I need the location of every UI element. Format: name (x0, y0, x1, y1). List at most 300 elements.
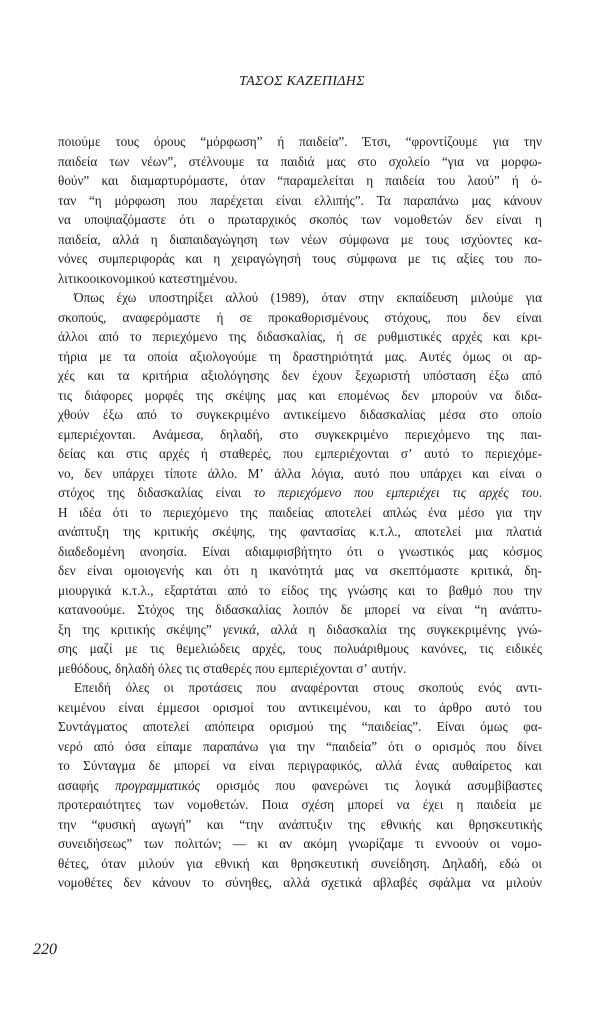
word: υποστηρίξει (148, 290, 213, 305)
word: , (256, 621, 260, 637)
word: αξιολόγησης (200, 368, 269, 383)
word: νομο- (511, 836, 542, 851)
word: το (170, 407, 183, 422)
word: εμπεριέχονται. (58, 426, 136, 442)
word: της (195, 387, 214, 403)
word: ότι (346, 543, 363, 559)
text-line (58, 191, 542, 211)
word: που (446, 309, 467, 325)
word: τις (185, 660, 200, 676)
body-text (58, 132, 542, 893)
word: και (97, 446, 115, 461)
word: μας (326, 153, 346, 169)
word: να (476, 153, 489, 169)
word: νέων”, (141, 153, 177, 169)
word: περιεχόμε- (484, 446, 542, 461)
word: λογικά (415, 777, 451, 793)
word: Είναι (202, 543, 231, 559)
word: ξη (58, 621, 71, 637)
word: μιλούμε (470, 290, 514, 305)
word: σχολείο (388, 153, 430, 169)
word: αλλά (112, 231, 140, 247)
word: σης (58, 641, 78, 656)
word: της (486, 426, 504, 442)
word: οποία (147, 348, 178, 364)
word: υπάρχει (112, 465, 154, 481)
word: δεν (58, 563, 76, 578)
word: και (206, 816, 224, 832)
word: μόρφωση (114, 192, 165, 208)
word: παραπάνω (203, 738, 259, 754)
text-line (58, 132, 542, 152)
word: αντι- (515, 680, 542, 695)
word: της (319, 582, 337, 598)
word: εδώ (499, 855, 520, 871)
page-number: 220 (33, 941, 57, 958)
word: “φροντίζουμε (405, 134, 478, 149)
word: αρχές, (252, 641, 286, 656)
word: διαδεδομένη (58, 543, 125, 559)
word: μεθόδους, (58, 660, 112, 676)
word: για (525, 290, 542, 305)
word: πλατιά (506, 524, 542, 539)
word: οι (502, 348, 513, 364)
word: κάνουν (152, 875, 191, 890)
word: πολυάριθμους (333, 641, 409, 656)
word: Στόχος (137, 602, 174, 617)
word: ελλιπής”. (314, 192, 364, 208)
word: τήρια (58, 348, 88, 364)
word: νομοθετών (394, 212, 453, 227)
word: νέων (301, 231, 328, 247)
word: στόχους, (384, 309, 431, 325)
word: όταν (321, 290, 347, 305)
word: γνωρίζαμε (348, 836, 404, 851)
word: των (153, 797, 174, 812)
running-header: ΤΑΣΟΣ ΚΑΖΕΠΙΔΗΣ (239, 74, 365, 89)
word: από (98, 329, 119, 344)
word: παιδεία”. (299, 134, 348, 149)
text-line (58, 308, 542, 328)
word: ισχύοντες (460, 231, 513, 247)
word: παιδεία (385, 173, 425, 188)
word: κατανοούμε. (58, 602, 126, 617)
word: κειμένου (58, 699, 106, 715)
word: ανάπτυ- (499, 602, 542, 617)
word: Όπως (74, 290, 105, 305)
word: άλλοι (58, 329, 88, 344)
word: “παραμελείται (277, 173, 355, 188)
word: διδασκαλίας (137, 485, 203, 500)
word: εθνικής (380, 816, 421, 832)
text-line (58, 386, 542, 406)
word: ότι (179, 212, 195, 227)
word: γνώ- (516, 621, 542, 637)
word: τα (123, 348, 136, 364)
word (521, 483, 542, 503)
word: ασαφής (58, 777, 99, 793)
word: το (414, 699, 426, 715)
word: είπαμε (156, 738, 192, 754)
word: να (481, 875, 495, 890)
word: που (255, 660, 275, 676)
word: ρυθμιστικές (377, 329, 442, 344)
text-line (58, 230, 542, 250)
word: τα (117, 368, 130, 383)
word: των (109, 153, 130, 169)
text-line (58, 678, 542, 698)
word: ότι (223, 563, 240, 578)
word: σταθερές (202, 660, 252, 676)
word: και (195, 563, 213, 578)
word: αξιολογούμε (189, 348, 257, 364)
word: η (308, 621, 316, 637)
text-line (58, 873, 542, 893)
text-line (58, 503, 542, 523)
word: δεν (281, 368, 300, 383)
word: θρησκευτικής (468, 816, 542, 832)
text-line (58, 347, 542, 367)
text-line (58, 561, 542, 581)
word: Έτσι, (362, 134, 391, 149)
word: την (523, 134, 542, 149)
word: πρωταρχικός (227, 212, 297, 227)
word: που (256, 680, 277, 695)
word: την (523, 582, 542, 598)
word: αντικείμενο (283, 407, 347, 422)
word: αγωγή” (151, 816, 192, 832)
word: από (227, 582, 248, 598)
text-line (58, 600, 542, 620)
word: αξίες (456, 251, 484, 266)
word: “μόρφωση” (200, 134, 263, 149)
word: απλώς (382, 504, 417, 520)
word: ότι (388, 738, 404, 754)
word: συγκεκριμένο (196, 407, 270, 422)
word: και (87, 368, 105, 383)
word: σκοπός (309, 212, 348, 227)
word: πο- (524, 251, 542, 266)
word: αλλού (225, 290, 259, 305)
word: ασυμβίβαστες (467, 777, 542, 793)
word: είναι (118, 699, 145, 715)
text-line (58, 288, 542, 308)
word: που (283, 446, 303, 461)
word: μας (334, 563, 354, 578)
word: η (213, 251, 221, 266)
word: τις (149, 641, 164, 656)
word: μιλούν (505, 875, 542, 890)
text-line (58, 581, 542, 601)
word: στην (358, 290, 385, 305)
word: το (58, 758, 70, 773)
word: που (486, 738, 506, 754)
word: Η (58, 504, 68, 520)
word: σκοπούς, (58, 309, 107, 325)
word: διδασκαλίας (215, 602, 281, 617)
word: είναι (496, 212, 522, 227)
word: παιδιά (280, 153, 315, 169)
word: η (366, 173, 374, 188)
word: η (250, 563, 258, 578)
word: λοιπόν (292, 602, 329, 617)
text-line (58, 815, 542, 835)
word: επομένως (337, 387, 390, 403)
word: εμπεριέχει (386, 485, 440, 500)
word: του (521, 485, 539, 500)
word: που (389, 465, 410, 481)
word: της (185, 602, 204, 617)
word: σύμφωνα (346, 251, 397, 266)
word: από (93, 738, 114, 754)
word: μας (277, 387, 297, 403)
word: που (493, 582, 513, 598)
word: αλλά (375, 758, 402, 773)
word: κατεστημένου. (158, 270, 238, 286)
word: Μ’ (247, 465, 264, 481)
word: αρ- (523, 348, 542, 364)
word: μπορεί (173, 758, 210, 773)
word: είναι (87, 563, 113, 578)
word: όμως (480, 719, 508, 734)
word: αρχές (478, 485, 509, 500)
word: ό- (531, 173, 542, 188)
word: των (360, 212, 381, 227)
text-line (58, 542, 542, 562)
word: συγκεκριμένης (426, 621, 506, 637)
word: σε (239, 309, 253, 325)
word: της (107, 485, 125, 500)
text-line (58, 444, 542, 464)
word: άλλα (274, 465, 301, 481)
word: σταθερές, (219, 446, 272, 461)
word: τι (415, 836, 424, 851)
word: αυτό (424, 446, 450, 461)
text-line (58, 834, 542, 854)
word: κριτικής (110, 621, 155, 637)
word: διδασκαλία (326, 621, 387, 637)
word: είδος (281, 582, 309, 598)
word: ορισμός (216, 777, 260, 793)
word: — (232, 836, 247, 851)
word: προτεραιότητες (58, 797, 141, 812)
word: δεν (482, 309, 501, 325)
word: άλλο. (207, 465, 238, 481)
word: της (347, 816, 366, 832)
word: το (139, 504, 152, 520)
word: κ.τ.λ., (369, 524, 401, 539)
word: συνειδήσεως” (58, 836, 133, 851)
word: διδα- (514, 387, 542, 403)
word: όταν (240, 173, 266, 188)
word: ομοιογενής (124, 563, 184, 578)
text-line (58, 366, 542, 386)
word: ικανότητά (268, 563, 323, 578)
text-line (58, 756, 542, 776)
word: θεμελιώδεις (176, 641, 240, 656)
word: μας (468, 543, 488, 559)
word: το (461, 446, 474, 461)
word: υπόσταση (422, 368, 477, 383)
word: νομοθετών. (187, 797, 249, 812)
word: την (523, 504, 542, 520)
text-line (58, 483, 542, 503)
word: και (436, 816, 454, 832)
word: των (269, 231, 290, 247)
word: των (143, 836, 164, 851)
word: έξω (102, 407, 124, 422)
word: έξω (488, 368, 509, 383)
word: προτάσεις (188, 680, 242, 695)
word: ή (277, 134, 285, 149)
word: από (521, 368, 542, 383)
word: μιουργικά (58, 582, 112, 598)
word: του (494, 251, 514, 266)
word: είναι (437, 602, 463, 617)
text-line (58, 620, 542, 640)
word: αυτό (354, 465, 380, 481)
word: αποτελεί (324, 504, 372, 520)
word: αναφερόμαστε (122, 309, 201, 325)
word: και (261, 855, 279, 871)
word: τις (58, 387, 73, 403)
word: ένα (428, 504, 447, 520)
word: να (365, 563, 378, 578)
word: τους (115, 134, 140, 149)
word (223, 620, 259, 640)
word: διδασκαλίας (359, 407, 426, 422)
word: θούν” (58, 173, 90, 188)
word: εμπεριέχονται (278, 660, 353, 676)
word: δείας (58, 446, 86, 461)
word: αβλαβές (372, 875, 418, 890)
word: της (398, 621, 416, 637)
word: προκαθορισμένους (268, 309, 369, 325)
word: με (124, 641, 138, 656)
word: διαπαιδαγώγηση (169, 231, 258, 247)
word: με (407, 251, 421, 266)
word: του (266, 699, 286, 715)
word: κ.τ.λ., (121, 582, 154, 598)
word: νερό (58, 738, 83, 754)
word: δεν (401, 387, 420, 403)
word: ο (414, 738, 422, 754)
word: ότι (112, 504, 129, 520)
word: περιγραφικός, (287, 758, 363, 773)
word: λιτικοοικονομικού (58, 270, 156, 286)
word: ο (535, 465, 542, 481)
word: γνώσης (347, 582, 388, 598)
word: Είναι (436, 719, 465, 734)
word: δε (148, 758, 161, 773)
word: ταν (58, 192, 77, 208)
word: δεν (465, 212, 484, 227)
word: αυτήν. (371, 660, 407, 676)
text-line (58, 464, 542, 484)
word: μέσα (438, 407, 466, 422)
word: κριτικά, (470, 563, 513, 578)
word: οι (489, 836, 500, 851)
text-line (58, 776, 542, 796)
word: τους (312, 251, 336, 266)
word: ακόμη (303, 836, 338, 851)
word: εννοούν (435, 836, 479, 851)
word: αυτό (485, 699, 511, 715)
word: . (538, 485, 542, 500)
word: φαντασίας (300, 524, 356, 539)
word: σε (354, 329, 367, 344)
word: την (296, 738, 315, 754)
word: όμως (462, 348, 491, 364)
word: μιλούν (138, 855, 175, 871)
word: του (523, 699, 542, 715)
word: λαού” (467, 173, 500, 188)
word: δε (340, 602, 353, 617)
word: ένας (415, 758, 439, 773)
word: σφάλμα (428, 875, 471, 890)
word: δίνει (517, 738, 542, 754)
word: μπορεί (364, 602, 401, 617)
word: στο (279, 426, 299, 442)
word: ανάπτυξιν (278, 816, 333, 832)
word: για (492, 134, 509, 149)
word: αντικειμένου, (298, 699, 371, 715)
word: ο (377, 543, 384, 559)
word: βαθμό (448, 582, 483, 598)
word: είναι (215, 485, 242, 500)
word: ορισμού (269, 719, 314, 734)
word: σύμφωνα (339, 231, 389, 247)
word: Τα (376, 192, 391, 208)
word: της (228, 329, 246, 344)
word: περιεχόμενο (404, 426, 471, 442)
word: για (186, 855, 203, 871)
word: σχετικά (320, 875, 362, 890)
word: αρχές (451, 329, 483, 344)
word: παιδείας (268, 504, 314, 520)
word: δηλαδή (114, 660, 155, 676)
word: αρχές (158, 446, 190, 461)
word: “φυσική (91, 816, 136, 832)
word: εκπαίδευση (396, 290, 459, 305)
word: όταν (101, 855, 127, 871)
word: της (328, 719, 347, 734)
word: δεν (123, 875, 142, 890)
word: συνείδηση. (370, 855, 430, 871)
text-line (58, 405, 542, 425)
word: αν (279, 836, 292, 851)
word: το (201, 875, 214, 890)
word: μπορεί (347, 797, 384, 812)
word: όσα (125, 738, 146, 754)
word: αναφέρονται (290, 680, 359, 695)
word: ανοησία. (139, 543, 187, 559)
word: παιδεία, (58, 231, 101, 247)
word: παρέχεται (210, 192, 264, 208)
word: δεν (84, 465, 102, 481)
word: Συντάγματος (58, 719, 128, 734)
word: είναι (275, 192, 302, 208)
word: σχέση (301, 797, 335, 812)
word: είναι (499, 465, 525, 481)
word: γενικά (222, 621, 257, 637)
word: στο (479, 407, 499, 422)
word: το (425, 582, 438, 598)
word: ιδέα (79, 504, 102, 520)
text-line (58, 210, 542, 230)
word: με (529, 797, 542, 812)
word: κάνουν (503, 192, 542, 208)
